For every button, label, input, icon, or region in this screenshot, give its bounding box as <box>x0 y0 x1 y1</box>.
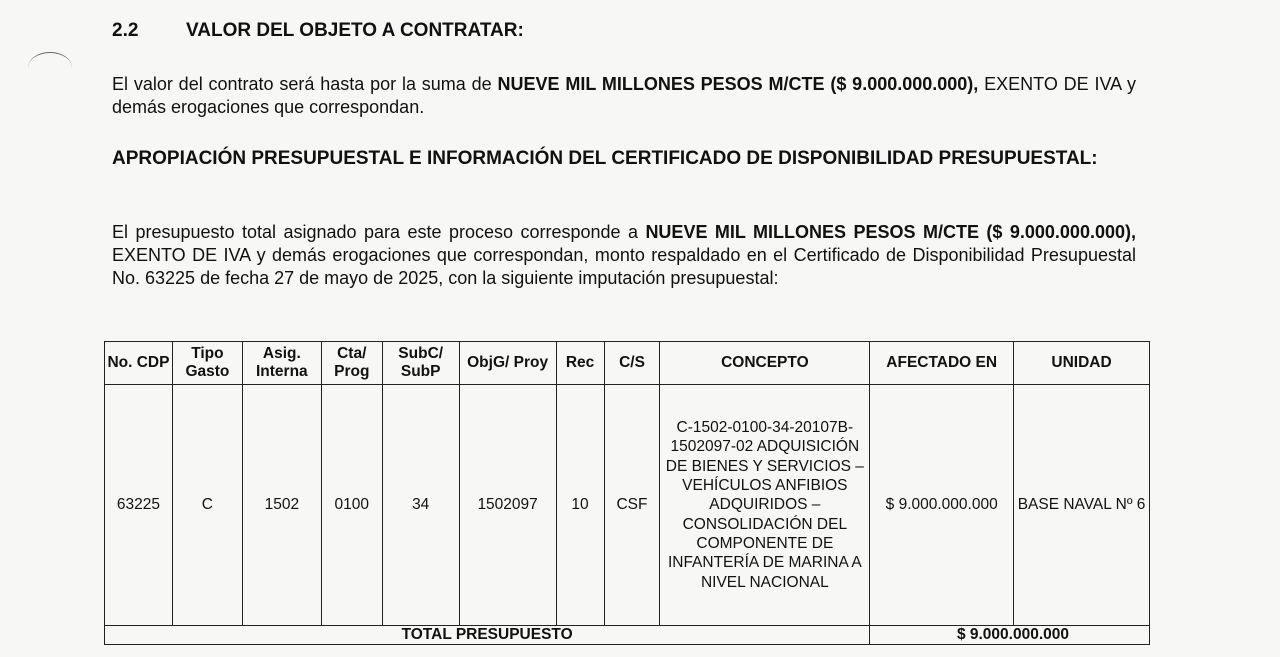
section-title: VALOR DEL OBJETO A CONTRATAR: <box>186 20 524 41</box>
header-asig-interna: Asig. Interna <box>242 342 321 385</box>
contract-value-paragraph <box>112 73 1136 119</box>
section-heading <box>112 20 524 42</box>
total-value: $ 9.000.000.000 <box>870 626 1150 645</box>
total-row <box>105 626 1150 645</box>
header-cs: C/S <box>604 342 660 385</box>
cell-afectado-en: $ 9.000.000.000 <box>870 385 1014 626</box>
budget-appropriation-heading: APROPIACIÓN PRESUPUESTAL E INFORMACIÓN DEL CERTIFICADO DE DISPONIBILIDAD PRESUPUESTAL: <box>112 148 1098 169</box>
budget-table <box>104 341 1150 645</box>
cell-cta-prog: 0100 <box>321 385 382 626</box>
total-label: TOTAL PRESUPUESTO <box>105 626 870 645</box>
budget-paragraph <box>112 221 1136 290</box>
paragraph2-amount: NUEVE MIL MILLONES PESOS M/CTE ($ 9.000.000.000), <box>645 222 1136 242</box>
cell-no-cdp: 63225 <box>105 385 173 626</box>
paragraph2-text-after: EXENTO DE IVA y demás erogaciones que correspondan, monto respaldado en el Certificado de Disponibilidad Presupuestal No. 63225 de fecha 27 de mayo de 2025, con la siguiente imputación presupuestal: <box>112 245 1136 288</box>
paragraph1-amount: NUEVE MIL MILLONES PESOS M/CTE ($ 9.000.000.000), <box>497 74 979 94</box>
header-subc-subp: SubC/ SubP <box>382 342 459 385</box>
header-afectado-en: AFECTADO EN <box>870 342 1014 385</box>
header-cta-prog: Cta/ Prog <box>321 342 382 385</box>
paragraph1-text-after: EXENTO DE IVA y demás erogaciones que correspondan. <box>112 74 1136 117</box>
header-no-cdp: No. CDP <box>105 342 173 385</box>
cell-rec: 10 <box>556 385 604 626</box>
cell-asig-interna: 1502 <box>242 385 321 626</box>
cell-unidad: BASE NAVAL Nº 6 <box>1014 385 1150 626</box>
paragraph2-text-before: El presupuesto total asignado para este proceso corresponde a <box>112 222 646 242</box>
header-tipo-gasto: Tipo Gasto <box>172 342 242 385</box>
table-row <box>105 385 1150 626</box>
table-header-row <box>105 342 1150 385</box>
header-rec: Rec <box>556 342 604 385</box>
header-concepto: CONCEPTO <box>660 342 870 385</box>
cell-objg-proy: 1502097 <box>459 385 556 626</box>
cell-subc-subp: 34 <box>382 385 459 626</box>
cell-cs: CSF <box>604 385 660 626</box>
section-number: 2.2 <box>112 20 139 41</box>
cell-tipo-gasto: C <box>172 385 242 626</box>
paragraph1-text-before: El valor del contrato será hasta por la suma de <box>112 74 498 94</box>
header-unidad: UNIDAD <box>1014 342 1150 385</box>
header-objg-proy: ObjG/ Proy <box>459 342 556 385</box>
cell-concepto: C-1502-0100-34-20107B-1502097-02 ADQUISICIÓN DE BIENES Y SERVICIOS – VEHÍCULOS ANFIBIOS ADQUIRIDOS – CONSOLIDACIÓN DEL COMPONENTE DE INFANTERÍA DE MARINA A NIVEL NACIONAL <box>660 385 870 626</box>
page-curl-mark <box>28 52 72 83</box>
